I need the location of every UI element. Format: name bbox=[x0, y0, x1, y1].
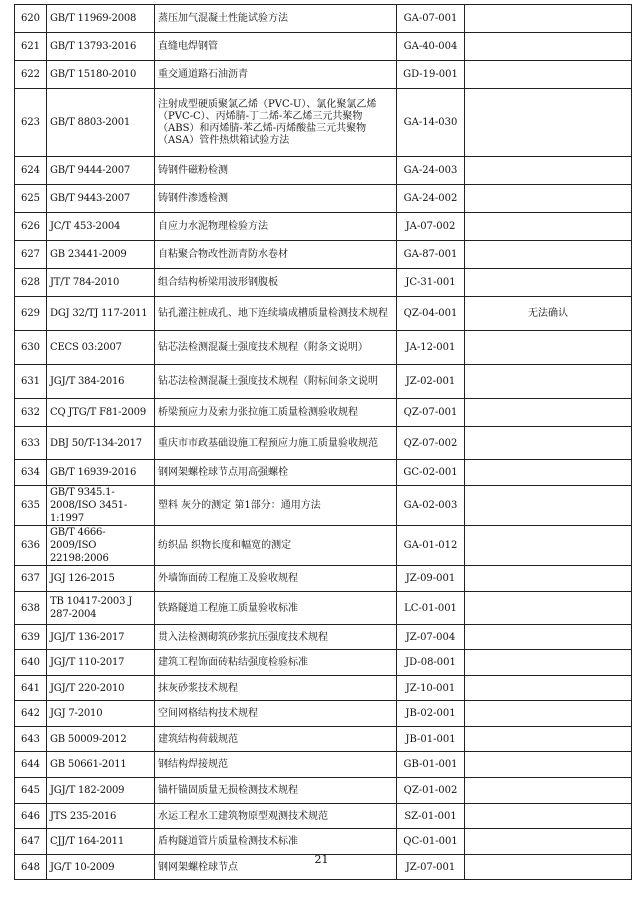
row-number: 648 bbox=[15, 855, 47, 880]
row-number: 628 bbox=[15, 269, 47, 297]
standard-name: 重交通道路石油沥青 bbox=[155, 61, 397, 89]
row-number: 634 bbox=[15, 460, 47, 486]
row-number: 624 bbox=[15, 157, 47, 185]
remark bbox=[465, 676, 632, 701]
standard-name: 抹灰砂浆技术规程 bbox=[155, 676, 397, 701]
standard-code: GB/T 4666-2009/ISO 22198:2006 bbox=[47, 526, 155, 566]
remark bbox=[465, 460, 632, 486]
remark bbox=[465, 804, 632, 829]
standard-name: 自粘聚合物改性沥青防水卷材 bbox=[155, 241, 397, 269]
standard-name: 钢结构焊接规范 bbox=[155, 752, 397, 778]
category-code: GA-07-001 bbox=[397, 5, 465, 33]
category-code: QZ-04-001 bbox=[397, 297, 465, 331]
table-row bbox=[15, 33, 632, 61]
standard-code: GB/T 9345.1-2008/ISO 3451-1:1997 bbox=[47, 486, 155, 526]
remark bbox=[465, 592, 632, 625]
table-row bbox=[15, 269, 632, 297]
category-code: GD-19-001 bbox=[397, 61, 465, 89]
table-row bbox=[15, 427, 632, 460]
table-row bbox=[15, 486, 632, 526]
standard-name: 盾构隧道管片质量检测技术标准 bbox=[155, 829, 397, 855]
remark bbox=[465, 61, 632, 89]
standard-code: DGJ 32/TJ 117-2011 bbox=[47, 297, 155, 331]
table-row bbox=[15, 592, 632, 625]
row-number: 638 bbox=[15, 592, 47, 625]
row-number: 637 bbox=[15, 566, 47, 592]
standard-code: JC/T 453-2004 bbox=[47, 213, 155, 241]
standard-name: 空间网格结构技术规程 bbox=[155, 701, 397, 727]
standard-name: 铸钢件磁粉检测 bbox=[155, 157, 397, 185]
remark bbox=[465, 5, 632, 33]
row-number: 632 bbox=[15, 399, 47, 427]
category-code: JZ-02-001 bbox=[397, 365, 465, 399]
table-row bbox=[15, 701, 632, 727]
table-row bbox=[15, 241, 632, 269]
standard-code: JT/T 784-2010 bbox=[47, 269, 155, 297]
table-row bbox=[15, 778, 632, 804]
table-row bbox=[15, 650, 632, 676]
row-number: 621 bbox=[15, 33, 47, 61]
row-number: 641 bbox=[15, 676, 47, 701]
remark bbox=[465, 650, 632, 676]
standards-table bbox=[14, 4, 632, 880]
row-number: 625 bbox=[15, 185, 47, 213]
category-code: GA-14-030 bbox=[397, 89, 465, 157]
standard-code: CECS 03:2007 bbox=[47, 331, 155, 365]
standard-code: GB/T 16939-2016 bbox=[47, 460, 155, 486]
remark bbox=[465, 157, 632, 185]
row-number: 623 bbox=[15, 89, 47, 157]
row-number: 636 bbox=[15, 526, 47, 566]
standard-name: 蒸压加气混凝土性能试验方法 bbox=[155, 5, 397, 33]
standard-code: GB/T 11969-2008 bbox=[47, 5, 155, 33]
standard-code: JGJ/T 110-2017 bbox=[47, 650, 155, 676]
table-row bbox=[15, 727, 632, 752]
standard-name: 水运工程水工建筑物原型观测技术规范 bbox=[155, 804, 397, 829]
standard-name: 锚杆锚固质量无损检测技术规程 bbox=[155, 778, 397, 804]
category-code: JZ-10-001 bbox=[397, 676, 465, 701]
remark bbox=[465, 486, 632, 526]
table-row bbox=[15, 399, 632, 427]
standard-name: 贯入法检测砌筑砂浆抗压强度技术规程 bbox=[155, 625, 397, 650]
row-number: 640 bbox=[15, 650, 47, 676]
category-code: GB-01-001 bbox=[397, 752, 465, 778]
row-number: 631 bbox=[15, 365, 47, 399]
category-code: GA-24-003 bbox=[397, 157, 465, 185]
standard-code: JGJ 7-2010 bbox=[47, 701, 155, 727]
category-code: GA-40-004 bbox=[397, 33, 465, 61]
row-number: 629 bbox=[15, 297, 47, 331]
category-code: QZ-07-002 bbox=[397, 427, 465, 460]
remark bbox=[465, 526, 632, 566]
row-number: 633 bbox=[15, 427, 47, 460]
row-number: 630 bbox=[15, 331, 47, 365]
standard-name: 塑料 灰分的测定 第1部分：通用方法 bbox=[155, 486, 397, 526]
row-number: 644 bbox=[15, 752, 47, 778]
remark bbox=[465, 566, 632, 592]
standard-name: 铸钢件渗透检测 bbox=[155, 185, 397, 213]
remark bbox=[465, 399, 632, 427]
standard-name: 注射成型硬质聚氯乙烯（PVC-U）、氯化聚氯乙烯（PVC-C）、丙烯腈-丁二烯-苯乙烯三元共聚物（ABS）和丙烯腈-苯乙烯-丙烯酸盐三元共聚物（ASA）管件热烘箱试验方法 bbox=[155, 89, 397, 157]
table-row bbox=[15, 89, 632, 157]
standard-name: 钢网架螺栓球节点用高强螺栓 bbox=[155, 460, 397, 486]
category-code: JD-08-001 bbox=[397, 650, 465, 676]
row-number: 639 bbox=[15, 625, 47, 650]
standard-code: JTS 235-2016 bbox=[47, 804, 155, 829]
row-number: 627 bbox=[15, 241, 47, 269]
table-row bbox=[15, 676, 632, 701]
standard-code: GB 50009-2012 bbox=[47, 727, 155, 752]
remark bbox=[465, 752, 632, 778]
category-code: SZ-01-001 bbox=[397, 804, 465, 829]
table-row bbox=[15, 61, 632, 89]
category-code: GA-01-012 bbox=[397, 526, 465, 566]
standard-code: GB/T 9443-2007 bbox=[47, 185, 155, 213]
remark bbox=[465, 213, 632, 241]
category-code: GA-87-001 bbox=[397, 241, 465, 269]
standard-code: GB/T 9444-2007 bbox=[47, 157, 155, 185]
table-row bbox=[15, 460, 632, 486]
standard-name: 建筑结构荷载规范 bbox=[155, 727, 397, 752]
standard-name: 外墙饰面砖工程施工及验收规程 bbox=[155, 566, 397, 592]
category-code: LC-01-001 bbox=[397, 592, 465, 625]
remark bbox=[465, 829, 632, 855]
table-row bbox=[15, 5, 632, 33]
table-row bbox=[15, 365, 632, 399]
remark bbox=[465, 625, 632, 650]
standard-code: CQ JTG/T F81-2009 bbox=[47, 399, 155, 427]
standard-name: 桥梁预应力及索力张拉施工质量检测验收规程 bbox=[155, 399, 397, 427]
table-row bbox=[15, 213, 632, 241]
standard-name: 钻芯法检测混凝土强度技术规程（附标间条文说明 bbox=[155, 365, 397, 399]
row-number: 646 bbox=[15, 804, 47, 829]
standard-code: JG/T 10-2009 bbox=[47, 855, 155, 880]
remark bbox=[465, 365, 632, 399]
table-row bbox=[15, 297, 632, 331]
standard-code: JGJ/T 182-2009 bbox=[47, 778, 155, 804]
remark bbox=[465, 778, 632, 804]
category-code: JZ-09-001 bbox=[397, 566, 465, 592]
row-number: 645 bbox=[15, 778, 47, 804]
standard-code: TB 10417-2003 J 287-2004 bbox=[47, 592, 155, 625]
row-number: 620 bbox=[15, 5, 47, 33]
standard-name: 直缝电焊钢管 bbox=[155, 33, 397, 61]
category-code: JC-31-001 bbox=[397, 269, 465, 297]
row-number: 642 bbox=[15, 701, 47, 727]
standard-code: JGJ/T 136-2017 bbox=[47, 625, 155, 650]
page-number: 21 bbox=[314, 853, 329, 866]
category-code: JA-12-001 bbox=[397, 331, 465, 365]
category-code: JZ-07-001 bbox=[397, 855, 465, 880]
table-row bbox=[15, 625, 632, 650]
category-code: QZ-01-002 bbox=[397, 778, 465, 804]
table-row bbox=[15, 566, 632, 592]
table-row bbox=[15, 804, 632, 829]
row-number: 622 bbox=[15, 61, 47, 89]
row-number: 626 bbox=[15, 213, 47, 241]
row-number: 643 bbox=[15, 727, 47, 752]
category-code: JA-07-002 bbox=[397, 213, 465, 241]
category-code: JB-02-001 bbox=[397, 701, 465, 727]
standard-name: 重庆市市政基础设施工程预应力施工质量验收规范 bbox=[155, 427, 397, 460]
remark bbox=[465, 331, 632, 365]
standard-name: 铁路隧道工程施工质量验收标准 bbox=[155, 592, 397, 625]
standard-name: 纺织品 织物长度和幅宽的测定 bbox=[155, 526, 397, 566]
category-code: QC-01-001 bbox=[397, 829, 465, 855]
remark: 无法确认 bbox=[465, 297, 632, 331]
table-row bbox=[15, 526, 632, 566]
standard-code: DBJ 50/T-134-2017 bbox=[47, 427, 155, 460]
standard-name: 钢网架螺栓球节点 bbox=[155, 855, 397, 880]
remark bbox=[465, 89, 632, 157]
category-code: JB-01-001 bbox=[397, 727, 465, 752]
remark bbox=[465, 185, 632, 213]
category-code: JZ-07-004 bbox=[397, 625, 465, 650]
standard-name: 钻芯法检测混凝土强度技术规程（附条文说明） bbox=[155, 331, 397, 365]
category-code: QZ-07-001 bbox=[397, 399, 465, 427]
standard-code: CJJ/T 164-2011 bbox=[47, 829, 155, 855]
remark bbox=[465, 241, 632, 269]
standard-code: GB 23441-2009 bbox=[47, 241, 155, 269]
table-row bbox=[15, 829, 632, 855]
standard-code: GB/T 15180-2010 bbox=[47, 61, 155, 89]
remark bbox=[465, 269, 632, 297]
remark bbox=[465, 727, 632, 752]
standard-code: JGJ/T 220-2010 bbox=[47, 676, 155, 701]
table-row bbox=[15, 157, 632, 185]
row-number: 635 bbox=[15, 486, 47, 526]
row-number: 647 bbox=[15, 829, 47, 855]
remark bbox=[465, 427, 632, 460]
table-row bbox=[15, 185, 632, 213]
standard-name: 建筑工程饰面砖粘结强度检验标准 bbox=[155, 650, 397, 676]
standard-name: 自应力水泥物理检验方法 bbox=[155, 213, 397, 241]
standard-name: 钻孔灌注桩成孔、地下连续墙成槽质量检测技术规程 bbox=[155, 297, 397, 331]
remark bbox=[465, 701, 632, 727]
category-code: GA-02-003 bbox=[397, 486, 465, 526]
standard-code: GB 50661-2011 bbox=[47, 752, 155, 778]
standard-name: 组合结构桥梁用波形钢腹板 bbox=[155, 269, 397, 297]
standard-code: JGJ/T 384-2016 bbox=[47, 365, 155, 399]
table-row bbox=[15, 752, 632, 778]
remark bbox=[465, 33, 632, 61]
table-row bbox=[15, 331, 632, 365]
standard-code: GB/T 13793-2016 bbox=[47, 33, 155, 61]
category-code: GC-02-001 bbox=[397, 460, 465, 486]
standard-code: JGJ 126-2015 bbox=[47, 566, 155, 592]
standard-code: GB/T 8803-2001 bbox=[47, 89, 155, 157]
category-code: GA-24-002 bbox=[397, 185, 465, 213]
